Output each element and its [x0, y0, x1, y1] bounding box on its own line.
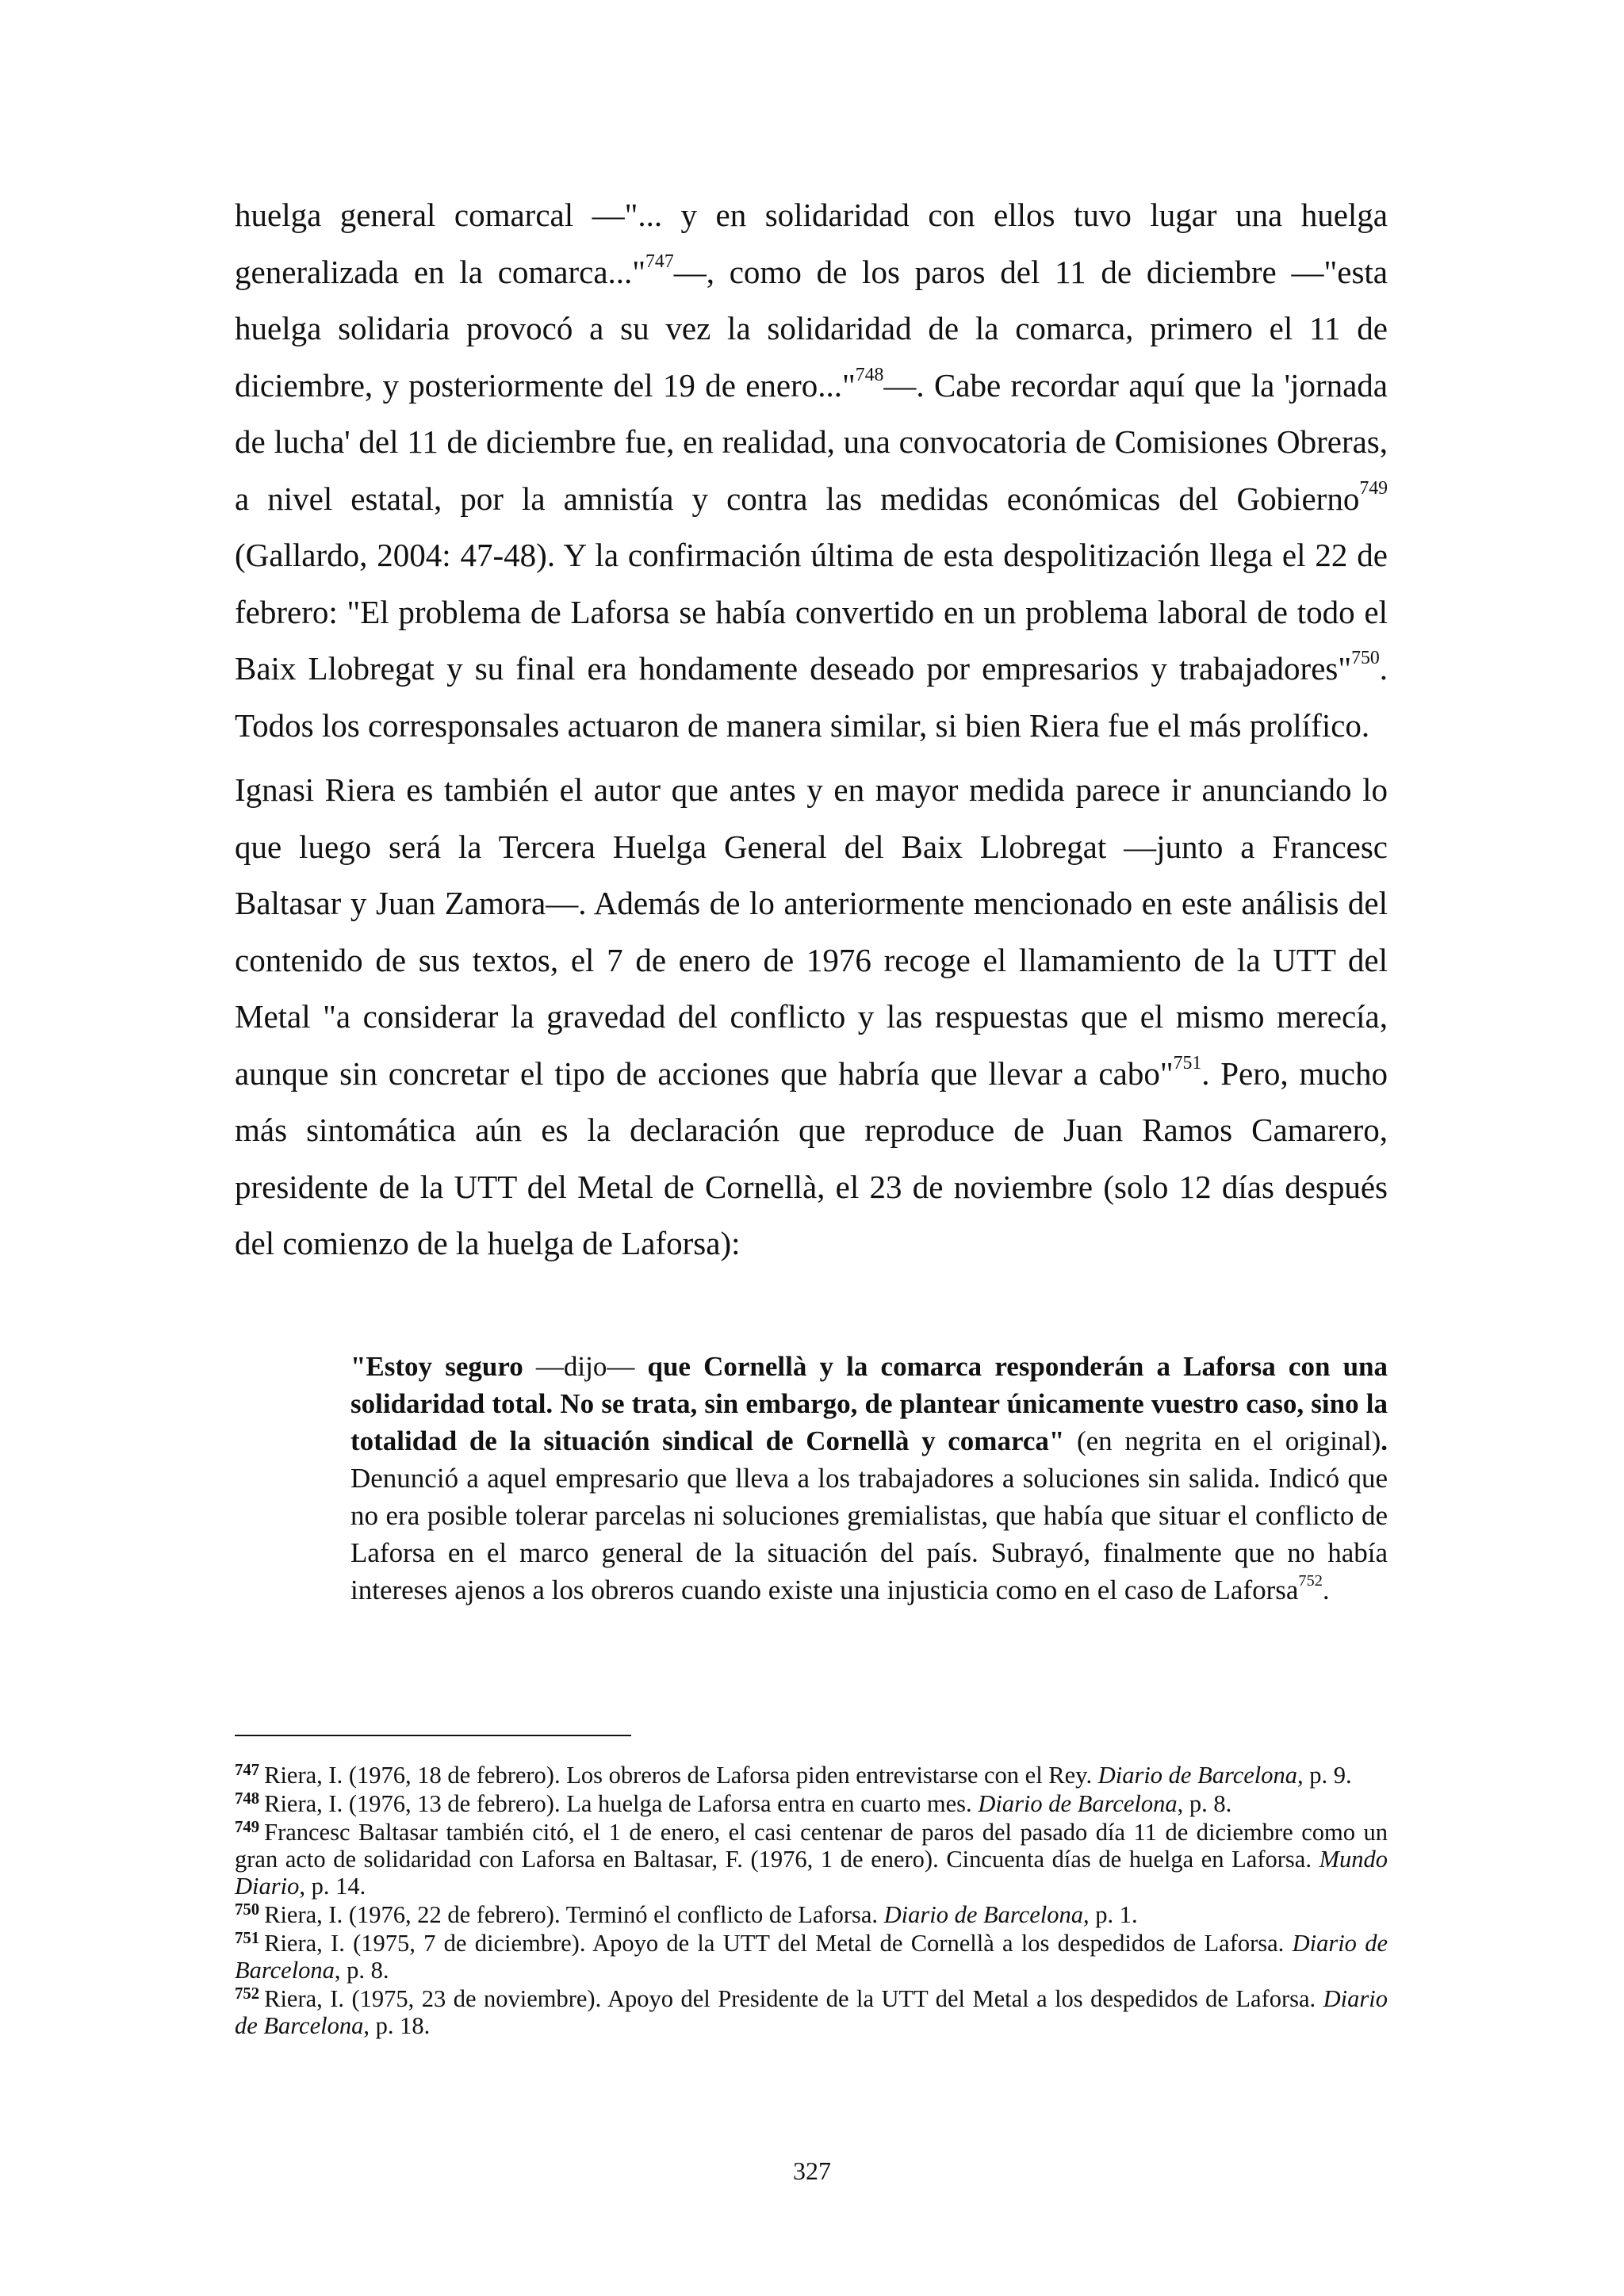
footnote-reference: 750	[1351, 647, 1380, 668]
text-run: (en negrita en el original)	[1064, 1425, 1381, 1456]
page-number: 327	[793, 2156, 831, 2185]
footnote-number: 747	[235, 1761, 260, 1779]
footnote-separator	[235, 1735, 631, 1736]
footnote-number: 752	[235, 1984, 260, 2003]
text-run: , p. 9.	[1297, 1762, 1352, 1789]
paragraph	[235, 187, 1388, 754]
bold-text: .	[1381, 1425, 1388, 1456]
text-run: —. Cabe recordar aquí que la 'jornada de lucha' del 11 de diciembre fue, en realidad, una convocatoria de Comisiones Obreras, a nivel estatal, por la amnistía y contra las medidas económicas del Gobierno	[235, 366, 1388, 517]
text-run: Riera, I. (1976, 13 de febrero). La huelga de Laforsa entra en cuarto mes.	[264, 1790, 979, 1817]
block-quote	[350, 1348, 1388, 1609]
footnote	[235, 1985, 1388, 2039]
footnote-reference: 751	[1173, 1052, 1202, 1073]
bold-text: que Cornellà y la comarca responderán a Laforsa con una solidaridad total. No se trata, sin embargo, de plantear únicamente vuestro caso, sino la totalidad de la situación sindical de Cornellà y comarca"	[350, 1351, 1388, 1456]
footnote	[235, 1790, 1388, 1817]
footnotes	[235, 1762, 1388, 2041]
text-run: .	[1322, 1575, 1330, 1605]
text-run: , p. 14.	[299, 1873, 366, 1900]
italic-text: Diario de Barcelona	[883, 1901, 1083, 1928]
italic-text: Diario de Barcelona	[1097, 1762, 1298, 1789]
italic-text: Mundo Diario	[235, 1846, 1388, 1900]
text-run: . Todos los corresponsales actuaron de manera similar, si bien Riera fue el más prolífico.	[235, 650, 1388, 744]
text-run: Ignasi Riera es también el autor que antes y en mayor medida parece ir anunciando lo que luego será la Tercera Huelga General del Baix Llobregat —junto a Francesc Baltasar y Juan Zamora—. Además de lo anteriormente mencionado en este análisis del contenido de sus textos, el 7 de enero de 1976 recoge el llamamiento de la UTT del Metal "a considerar la gravedad del conflicto y las respuestas que el mismo merecía, aunque sin concretar el tipo de acciones que habría que llevar a cabo"	[235, 771, 1388, 1092]
footnote-number: 750	[235, 1900, 260, 1919]
bold-text: "Estoy seguro	[350, 1351, 536, 1382]
italic-text: Diario de Barcelona	[235, 1985, 1388, 2039]
text-run: Denunció a aquel empresario que lleva a los trabajadores a soluciones sin salida. Indicó que no era posible tolerar parcelas ni soluciones gremialistas, que había que situar el conflicto de Laforsa en el marco general de la situación del país. Subrayó, finalmente que no había intereses ajenos a los obreros cuando existe una injusticia como en el caso de Laforsa	[350, 1463, 1388, 1605]
footnote	[235, 1930, 1388, 1984]
footnote-reference: 749	[1359, 477, 1388, 499]
italic-text: Diario de Barcelona	[978, 1790, 1178, 1817]
footnote-number: 751	[235, 1929, 260, 1947]
footnote-number: 749	[235, 1818, 260, 1836]
text-run: huelga general comarcal —"... y en solidaridad con ellos tuvo lugar una huelga generalizada en la comarca..."	[235, 197, 1388, 290]
text-run: Riera, I. (1975, 23 de noviembre). Apoyo del Presidente de la UTT del Metal a los despedidos de Laforsa.	[264, 1985, 1323, 2012]
footnote	[235, 1762, 1388, 1789]
text-run: Francesc Baltasar también citó, el 1 de enero, el casi centenar de paros del pasado día 11 de diciembre como un gran acto de solidaridad con Laforsa en Baltasar, F. (1976, 1 de enero). Cincuenta días de huelga en Laforsa.	[235, 1819, 1388, 1873]
paragraph	[235, 762, 1388, 1272]
text-run: —, como de los paros del 11 de diciembre —"esta huelga solidaria provocó a su vez la solidaridad de la comarca, primero el 11 de diciembre, y posteriormente del 19 de enero..."	[235, 253, 1388, 404]
text-run: , p. 8.	[1177, 1790, 1232, 1817]
footnote-reference: 748	[855, 364, 884, 385]
text-run: . Pero, mucho más sintomática aún es la declaración que reproduce de Juan Ramos Camarero, presidente de la UTT del Metal de Cornellà, el 23 de noviembre (solo 12 días después del comienzo de la huelga de Laforsa):	[235, 1054, 1388, 1261]
text-run: Riera, I. (1976, 22 de febrero). Terminó el conflicto de Laforsa.	[264, 1901, 884, 1928]
text-run: , p. 18.	[363, 2012, 431, 2039]
text-run: —dijo—	[535, 1351, 635, 1382]
quote-paragraph	[350, 1348, 1388, 1609]
text-run: Riera, I. (1975, 7 de diciembre). Apoyo de la UTT del Metal de Cornellà a los despedidos de Laforsa.	[264, 1930, 1293, 1957]
footnote	[235, 1901, 1388, 1928]
body-text	[235, 187, 1388, 1280]
footnote-reference: 752	[1298, 1571, 1323, 1590]
italic-text: Diario de Barcelona	[235, 1930, 1388, 1984]
footnote-reference: 747	[645, 251, 674, 272]
text-run: Riera, I. (1976, 18 de febrero). Los obreros de Laforsa piden entrevistarse con el Rey.	[264, 1762, 1098, 1789]
text-run: , p. 8.	[334, 1957, 389, 1984]
text-run: , p. 1.	[1082, 1901, 1138, 1928]
text-run: (Gallardo, 2004: 47-48). Y la confirmación última de esta despolitización llega el 22 de febrero: "El problema de Laforsa se había convertido en un problema laboral de todo el Baix Llobregat y su final era hondamente deseado por empresarios y trabajadores"	[235, 537, 1388, 687]
footnote-number: 748	[235, 1789, 260, 1808]
footnote	[235, 1819, 1388, 1900]
